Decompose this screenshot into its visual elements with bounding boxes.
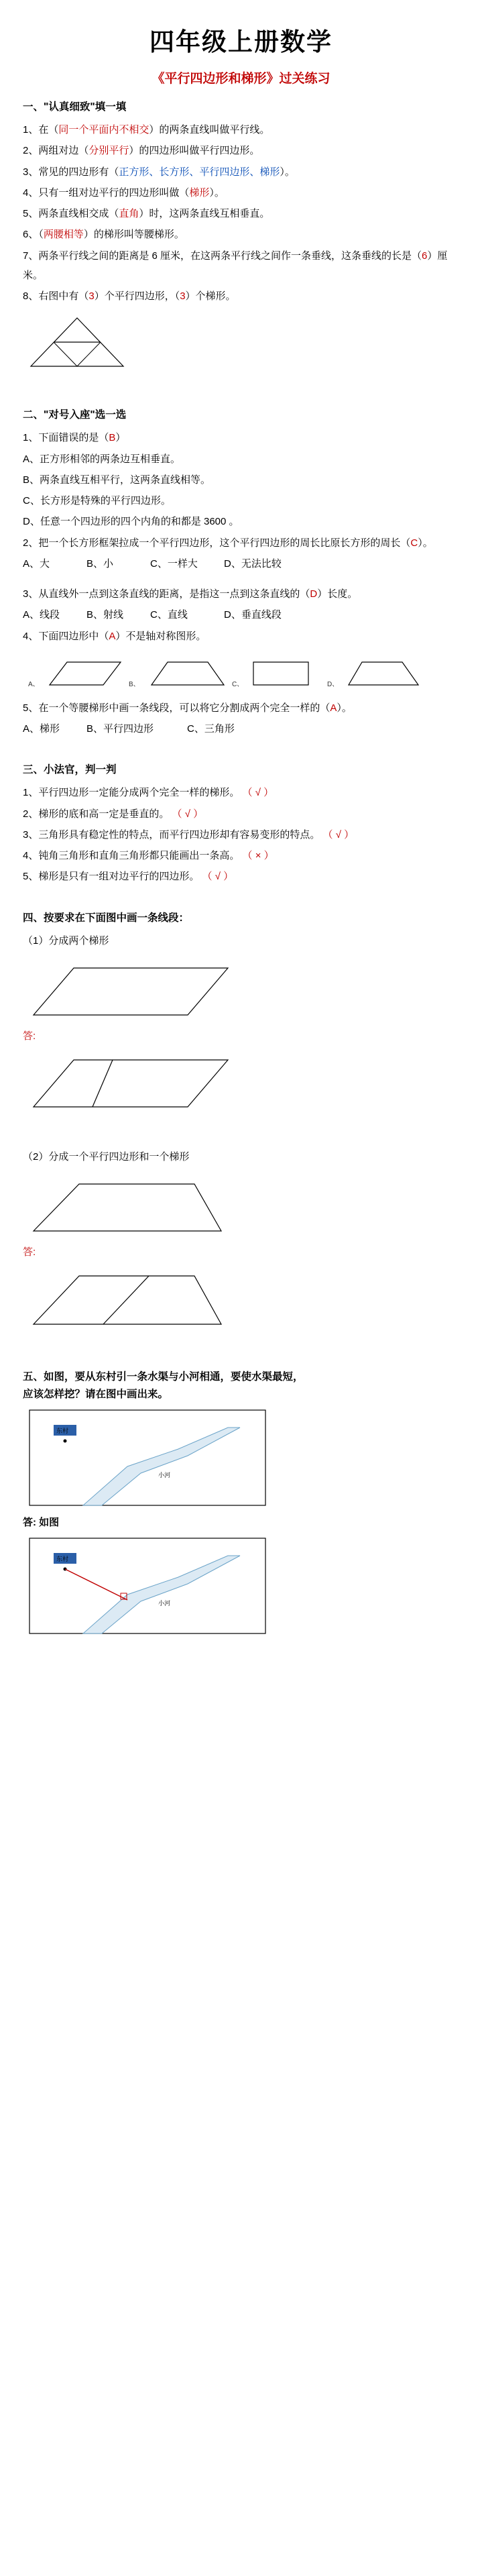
fill-item-5-post: ）时，这两条直线互相垂直。: [139, 208, 270, 219]
figure-river-problem-answer: [27, 1536, 459, 1636]
answer-label-task1: 答:: [23, 1030, 36, 1042]
choice-2-option-d: D、无法比较: [224, 557, 282, 570]
draw-task-1-prompt: （1）分成两个梯形: [23, 934, 109, 947]
fill-item-6-post: ）的梯形叫等腰梯形。: [83, 229, 184, 241]
judge-item-4-text: 4、钝角三角形和直角三角形都只能画出一条高。: [23, 850, 240, 861]
section-3-heading: 三、小法官，判一判: [23, 764, 117, 776]
choice-3-options: [23, 605, 459, 625]
fill-item-2-answer: 分别平行: [88, 145, 129, 157]
choice-1-stem: [23, 428, 459, 447]
quad-option-b-label: B、: [129, 680, 140, 688]
judge-item-1-text: 1、平行四边形一定能分成两个完全一样的梯形。: [23, 787, 240, 799]
village-label-2: 东村: [56, 1556, 69, 1562]
figure-nested-triangle: [27, 313, 459, 370]
choice-1-option-a: A、正方形相邻的两条边互相垂直。: [23, 453, 181, 465]
choice-5-option-c: C、三角形: [187, 723, 235, 735]
choice-1-answer: B: [109, 432, 116, 444]
fill-item-7: [23, 246, 459, 286]
fill-item-3-answer: 正方形、长方形、平行四边形、梯形: [119, 166, 280, 178]
fill-item-4-pre: 4、只有一组对边平行的四边形叫做（: [23, 186, 190, 199]
fill-item-6-answer: 两腰相等: [43, 229, 84, 241]
choice-5-answer: A: [330, 702, 337, 714]
judge-item-2: [23, 804, 459, 824]
section-1-heading: 一、"认真细致"填一填: [23, 101, 127, 113]
choice-5-stem-post: ）。: [337, 702, 352, 714]
figure-river-problem: [27, 1407, 459, 1508]
quad-option-d-label: D、: [327, 680, 339, 688]
fill-item-5: [23, 204, 459, 223]
judge-item-5-text: 5、梯形是只有一组对边平行的四边形。: [23, 871, 200, 883]
judge-item-3: [23, 825, 459, 845]
judge-item-5: [23, 867, 459, 886]
fill-item-3: [23, 162, 459, 182]
choice-5-stem-pre: 5、在一个等腰梯形中画一条线段，可以将它分割成两个完全一样的（: [23, 702, 330, 714]
fill-item-4-post: ）。: [209, 186, 225, 199]
page-subtitle: 《平行四边形和梯形》过关练习: [152, 72, 330, 86]
fill-item-8-answer-1: 3: [88, 290, 95, 302]
choice-2-stem-post: ）。: [418, 537, 433, 549]
fill-item-1-post: ）的两条直线叫做平行线。: [149, 124, 270, 136]
judge-item-5-mark: （ √ ）: [202, 871, 234, 883]
fill-item-8-answer-2: 3: [180, 290, 186, 302]
choice-4-stem-post: ）不是轴对称图形。: [115, 630, 206, 642]
choice-1-option-d: D、任意一个四边形的四个内角的和都是 3600 。: [23, 516, 239, 528]
figure-parallelogram-task1: [27, 957, 459, 1022]
figure-parallelogram-task1-answer: [27, 1049, 459, 1114]
river-label-2: 小河: [158, 1600, 171, 1607]
figure-trapezoid-task2: [27, 1173, 459, 1238]
fill-item-5-answer: 直角: [119, 208, 139, 219]
fill-item-7-answer: 6: [422, 250, 428, 262]
choice-2-stem-pre: 2、把一个长方形框架拉成一个平行四边形，这个平行四边形的周长比原长方形的周长（: [23, 537, 411, 549]
choice-1-stem-post: ）: [115, 432, 126, 444]
choice-5-option-b: B、平行四边形: [86, 723, 154, 735]
fill-item-7-pre: 7、两条平行线之间的距离是 6 厘米，在这两条平行线之间作一条垂线，这条垂线的长是（: [23, 250, 422, 262]
fill-item-7-post: ）厘米。: [23, 250, 448, 281]
choice-2-option-c: C、一样大: [150, 557, 198, 570]
judge-item-1-mark: （ √ ）: [242, 787, 274, 799]
choice-3-option-d: D、垂直线段: [224, 609, 282, 621]
fill-item-1-pre: 1、在（: [23, 124, 59, 136]
quad-option-a-label: A、: [28, 680, 40, 688]
section-5-heading-line2: 应该怎样挖？请在图中画出来。: [23, 1389, 169, 1400]
choice-4-answer: A: [109, 630, 116, 642]
choice-1-stem-pre: 1、下面错误的是（: [23, 432, 109, 444]
choice-3-option-b: B、射线: [86, 609, 124, 621]
choice-3-option-a: A、线段: [23, 609, 60, 621]
fill-item-8-mid: ）个平行四边形，（: [94, 290, 180, 302]
fill-item-8-post: ）个梯形。: [185, 290, 236, 302]
answer-label-section5: 答: 如图: [23, 1517, 60, 1528]
fill-item-8: [23, 286, 459, 306]
choice-3-stem: [23, 584, 459, 604]
choice-2-option-b: B、小: [86, 557, 114, 570]
quad-option-c-label: C、: [232, 680, 244, 688]
fill-item-5-pre: 5、两条直线相交成（: [23, 208, 119, 219]
choice-3-stem-post: ）长度。: [317, 588, 358, 600]
draw-task-2-prompt: （2）分成一个平行四边形和一个梯形: [23, 1150, 190, 1163]
fill-item-1-answer: 同一个平面内不相交: [58, 124, 149, 136]
village-label-1: 东村: [56, 1428, 69, 1434]
choice-2-option-a: A、大: [23, 557, 50, 570]
choice-5-option-a: A、梯形: [23, 723, 60, 735]
judge-item-3-text: 3、三角形具有稳定性的特点，而平行四边形却有容易变形的特点。: [23, 828, 320, 841]
fill-item-6: [23, 225, 459, 244]
figure-trapezoid-task2-answer: [27, 1265, 459, 1332]
choice-2-answer: C: [410, 537, 418, 549]
choice-1-option-c: C、长方形是特殊的平行四边形。: [23, 495, 171, 506]
fill-item-3-post: ）。: [280, 166, 295, 178]
section-2-heading: 二、"对号入座"选一选: [23, 409, 127, 421]
choice-3-stem-pre: 3、从直线外一点到这条直线的距离，是指这一点到这条直线的（: [23, 588, 310, 600]
section-5-heading-line1: 五、如图，要从东村引一条水渠与小河相通，要使水渠最短，: [23, 1371, 304, 1383]
page-title: 四年级上册数学: [149, 28, 333, 56]
choice-5-options: [23, 719, 459, 739]
fill-item-1: [23, 120, 459, 140]
fill-item-6-pre: 6、（: [23, 229, 44, 241]
choice-4-stem: [23, 627, 459, 646]
judge-item-2-mark: （ √ ）: [172, 808, 204, 820]
choice-4-stem-pre: 4、下面四边形中（: [23, 630, 109, 642]
choice-3-option-c: C、直线: [150, 609, 188, 621]
fill-item-2: [23, 141, 459, 160]
fill-item-2-post: ）的四边形叫做平行四边形。: [129, 145, 260, 157]
fill-item-4-answer: 梯形: [189, 186, 210, 199]
fill-item-2-pre: 2、两组对边（: [23, 145, 89, 157]
figure-quadrilateral-options: [27, 653, 459, 692]
choice-2-options: [23, 554, 459, 574]
choice-3-answer: D: [310, 588, 318, 600]
fill-item-3-pre: 3、常见的四边形有（: [23, 166, 119, 178]
answer-label-task2: 答:: [23, 1246, 36, 1258]
fill-item-4: [23, 183, 459, 203]
choice-1-option-b: B、两条直线互相平行，这两条直线相等。: [23, 474, 211, 486]
judge-item-4: [23, 846, 459, 865]
judge-item-1: [23, 783, 459, 802]
fill-item-8-pre: 8、右图中有（: [23, 290, 89, 302]
section-4-heading: 四、按要求在下面图中画一条线段：: [23, 912, 190, 924]
judge-item-4-mark: （ × ）: [242, 850, 274, 861]
river-label-1: 小河: [158, 1472, 171, 1479]
choice-2-stem: [23, 533, 459, 553]
judge-item-3-mark: （ √ ）: [322, 828, 355, 841]
judge-item-2-text: 2、梯形的底和高一定是垂直的。: [23, 808, 170, 820]
choice-5-stem: [23, 698, 459, 718]
